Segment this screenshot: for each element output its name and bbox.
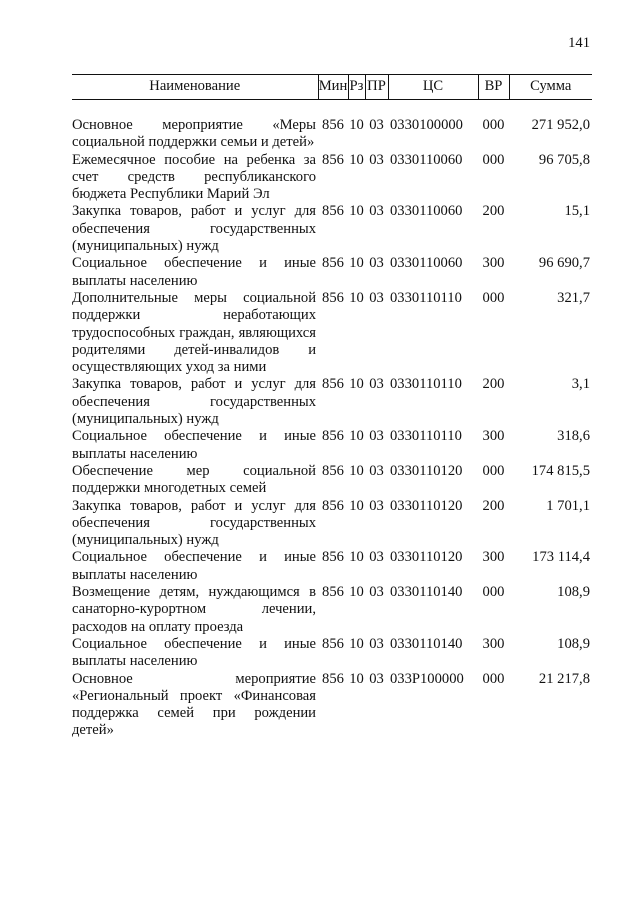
table-row bbox=[72, 152, 592, 204]
cell-sum: 96 690,7 bbox=[538, 255, 590, 272]
table-row bbox=[72, 203, 592, 255]
table-row bbox=[72, 255, 592, 290]
cell-pr: 03 bbox=[369, 584, 384, 601]
cell-name: Дополнительные меры социальной поддержки неработающих трудоспособных граждан, являющихся родителями детей-инвалидов и осуществляющих уход за ними bbox=[72, 289, 316, 376]
cell-cs: 0330110060 bbox=[390, 151, 463, 168]
header-cs: ЦС bbox=[388, 75, 478, 100]
cell-min: 856 bbox=[322, 635, 344, 652]
cell-cs: 0330110140 bbox=[390, 584, 463, 601]
header-min: Мин bbox=[318, 75, 348, 100]
cell-name: Возмещение детям, нуждающимся в санаторно-курортном лечении, расходов на оплату проезда bbox=[72, 584, 316, 635]
cell-min: 856 bbox=[322, 376, 344, 393]
header-spacer bbox=[72, 100, 592, 118]
cell-cs: 033P100000 bbox=[390, 670, 464, 687]
cell-pr: 03 bbox=[369, 151, 384, 168]
cell-vr: 300 bbox=[482, 549, 505, 566]
cell-rz: 10 bbox=[349, 117, 364, 133]
cell-rz: 10 bbox=[349, 428, 364, 445]
cell-cs: 0330110110 bbox=[390, 289, 462, 306]
cell-pr: 03 bbox=[369, 635, 384, 652]
cell-sum: 271 952,0 bbox=[531, 117, 590, 133]
cell-pr: 03 bbox=[369, 549, 384, 566]
cell-cs: 0330100000 bbox=[390, 117, 463, 133]
table-row bbox=[72, 428, 592, 463]
header-sum: Сумма bbox=[509, 75, 592, 100]
table-row bbox=[72, 549, 592, 584]
page-number: 141 bbox=[568, 35, 590, 51]
table-row bbox=[72, 463, 592, 498]
cell-min: 856 bbox=[322, 117, 344, 133]
cell-name: Социальное обеспечение и иные выплаты населению bbox=[72, 549, 316, 583]
cell-rz: 10 bbox=[349, 255, 364, 272]
cell-name: Ежемесячное пособие на ребенка за счет средств республиканского бюджета Республики Марий Эл bbox=[72, 151, 316, 203]
cell-min: 856 bbox=[322, 497, 344, 514]
cell-vr: 300 bbox=[482, 635, 505, 652]
cell-rz: 10 bbox=[349, 670, 364, 687]
cell-cs: 0330110120 bbox=[390, 497, 463, 514]
budget-table bbox=[72, 74, 592, 740]
header-vr: ВР bbox=[478, 75, 509, 100]
cell-vr: 300 bbox=[482, 255, 505, 272]
cell-pr: 03 bbox=[369, 462, 384, 479]
cell-name: Обеспечение мер социальной поддержки многодетных семей bbox=[72, 462, 316, 497]
header-rz: Рз bbox=[348, 75, 365, 100]
table-row bbox=[72, 290, 592, 376]
cell-sum: 321,7 bbox=[557, 289, 590, 306]
cell-pr: 03 bbox=[369, 203, 384, 220]
table-row bbox=[72, 117, 592, 152]
table-row bbox=[72, 498, 592, 550]
cell-min: 856 bbox=[322, 584, 344, 601]
cell-rz: 10 bbox=[349, 635, 364, 652]
cell-vr: 000 bbox=[482, 151, 505, 168]
cell-cs: 0330110060 bbox=[390, 203, 463, 220]
cell-name: Основное мероприятие «Региональный проект «Финансовая поддержка семей при рождении детей» bbox=[72, 670, 316, 739]
cell-vr: 200 bbox=[482, 203, 505, 220]
cell-rz: 10 bbox=[349, 376, 364, 393]
table-body bbox=[72, 100, 592, 740]
cell-pr: 03 bbox=[369, 497, 384, 514]
table-row bbox=[72, 376, 592, 428]
cell-vr: 200 bbox=[482, 376, 505, 393]
cell-sum: 173 114,4 bbox=[532, 549, 590, 566]
cell-name: Социальное обеспечение и иные выплаты населению bbox=[72, 255, 316, 289]
cell-rz: 10 bbox=[349, 584, 364, 601]
cell-name: Закупка товаров, работ и услуг для обеспечения государственных (муниципальных) нужд bbox=[72, 376, 316, 428]
cell-pr: 03 bbox=[369, 670, 384, 687]
cell-min: 856 bbox=[322, 428, 344, 445]
table-header-row bbox=[72, 75, 592, 100]
cell-sum: 108,9 bbox=[557, 584, 590, 601]
cell-sum: 3,1 bbox=[571, 376, 590, 393]
cell-rz: 10 bbox=[349, 203, 364, 220]
cell-name: Социальное обеспечение и иные выплаты населению bbox=[72, 428, 316, 462]
cell-vr: 200 bbox=[482, 497, 505, 514]
cell-sum: 1 701,1 bbox=[546, 497, 590, 514]
cell-min: 856 bbox=[322, 462, 344, 479]
cell-rz: 10 bbox=[349, 151, 364, 168]
cell-cs: 0330110120 bbox=[390, 549, 463, 566]
cell-rz: 10 bbox=[349, 549, 364, 566]
cell-min: 856 bbox=[322, 203, 344, 220]
cell-vr: 000 bbox=[482, 117, 505, 133]
cell-cs: 0330110110 bbox=[390, 428, 462, 445]
cell-sum: 318,6 bbox=[557, 428, 590, 445]
cell-sum: 108,9 bbox=[557, 635, 590, 652]
cell-name: Основное мероприятие «Меры социальной поддержки семьи и детей» bbox=[72, 117, 316, 151]
cell-vr: 000 bbox=[482, 462, 505, 479]
cell-pr: 03 bbox=[369, 289, 384, 306]
table-row bbox=[72, 636, 592, 671]
cell-pr: 03 bbox=[369, 117, 384, 133]
table-row bbox=[72, 584, 592, 636]
cell-cs: 0330110110 bbox=[390, 376, 462, 393]
cell-vr: 000 bbox=[482, 584, 505, 601]
cell-rz: 10 bbox=[349, 462, 364, 479]
cell-cs: 0330110120 bbox=[390, 462, 463, 479]
cell-vr: 000 bbox=[482, 670, 505, 687]
cell-min: 856 bbox=[322, 151, 344, 168]
header-pr: ПР bbox=[365, 75, 388, 100]
cell-vr: 000 bbox=[482, 289, 505, 306]
cell-pr: 03 bbox=[369, 255, 384, 272]
table-row bbox=[72, 671, 592, 740]
cell-min: 856 bbox=[322, 549, 344, 566]
cell-min: 856 bbox=[322, 289, 344, 306]
cell-sum: 174 815,5 bbox=[531, 462, 590, 479]
header-name: Наименование bbox=[72, 75, 318, 100]
cell-name: Социальное обеспечение и иные выплаты населению bbox=[72, 635, 316, 670]
cell-name: Закупка товаров, работ и услуг для обеспечения государственных (муниципальных) нужд bbox=[72, 497, 316, 549]
cell-min: 856 bbox=[322, 670, 344, 687]
cell-name: Закупка товаров, работ и услуг для обеспечения государственных (муниципальных) нужд bbox=[72, 203, 316, 255]
cell-sum: 21 217,8 bbox=[538, 670, 590, 687]
cell-sum: 96 705,8 bbox=[538, 151, 590, 168]
cell-pr: 03 bbox=[369, 376, 384, 393]
cell-rz: 10 bbox=[349, 497, 364, 514]
cell-cs: 0330110060 bbox=[390, 255, 463, 272]
cell-sum: 15,1 bbox=[564, 203, 590, 220]
cell-vr: 300 bbox=[482, 428, 505, 445]
cell-rz: 10 bbox=[349, 289, 364, 306]
cell-min: 856 bbox=[322, 255, 344, 272]
cell-cs: 0330110140 bbox=[390, 635, 463, 652]
cell-pr: 03 bbox=[369, 428, 384, 445]
